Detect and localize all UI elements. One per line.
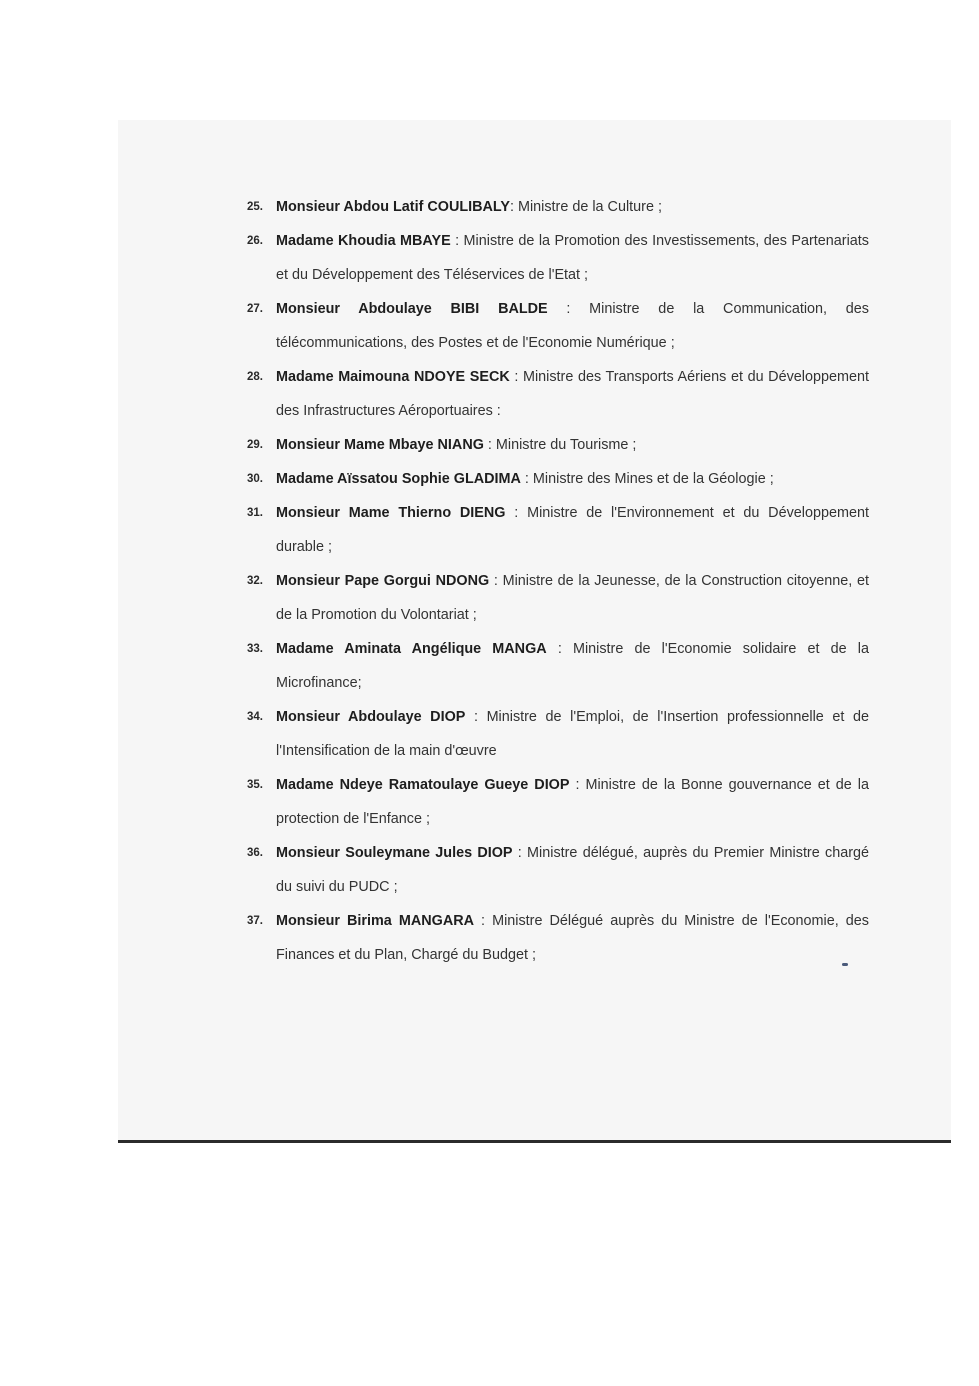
item-number: 25. — [247, 201, 263, 213]
ministry-title: : Ministre de la Communication, des télécommunications, des Postes et de l'Economie Numérique ; — [276, 301, 869, 351]
ministry-title: : Ministre Délégué auprès du Ministre de l'Economie, des Finances et du Plan, Chargé du Budget ; — [276, 913, 869, 963]
item-number: 37. — [247, 915, 263, 927]
minister-name: Madame Ndeye Ramatoulaye Gueye DIOP — [276, 777, 570, 793]
item-number: 26. — [247, 235, 263, 247]
item-number: 34. — [247, 711, 263, 723]
minister-name: Monsieur Mame Mbaye NIANG — [276, 437, 484, 453]
ministry-title: : Ministre de l'Environnement et du Développement durable ; — [276, 505, 869, 555]
item-number: 27. — [247, 303, 263, 315]
ministry-title: : Ministre des Transports Aériens et du Développement des Infrastructures Aéroportuaires : — [276, 369, 869, 419]
item-number: 33. — [247, 643, 263, 655]
ministry-title: : Ministre de l'Economie solidaire et de la Microfinance; — [276, 641, 870, 691]
ministry-title: : Ministre de la Bonne gouvernance et de la protection de l'Enfance ; — [276, 777, 869, 827]
minister-name: Monsieur Souleymane Jules DIOP — [276, 845, 513, 861]
ministry-title: : Ministre délégué, auprès du Premier Ministre chargé du suivi du PUDC ; — [276, 845, 869, 895]
minister-name: Monsieur Mame Thierno DIENG — [276, 505, 506, 521]
list-item — [247, 904, 869, 972]
list-item — [247, 190, 869, 224]
list-item — [247, 462, 869, 496]
ministry-title: : Ministre de la Jeunesse, de la Construction citoyenne, et de la Promotion du Volontariat ; — [276, 573, 869, 623]
minister-name: Monsieur Abdou Latif COULIBALY — [276, 199, 510, 215]
item-number: 36. — [247, 847, 263, 859]
minister-name: Madame Maimouna NDOYE SECK — [276, 369, 510, 385]
minister-list — [247, 190, 869, 972]
minister-name: Monsieur Abdoulaye DIOP — [276, 709, 466, 725]
minister-name: Madame Aïssatou Sophie GLADIMA — [276, 471, 521, 487]
item-number: 29. — [247, 439, 263, 451]
item-number: 31. — [247, 507, 263, 519]
list-item — [247, 564, 869, 632]
item-number: 28. — [247, 371, 263, 383]
item-number: 30. — [247, 473, 263, 485]
list-item — [247, 496, 869, 564]
ministry-title: : Ministre de l'Emploi, de l'Insertion professionnelle et de l'Intensification de la main d'œuvre — [276, 709, 870, 759]
ministry-title: : Ministre des Mines et de la Géologie ; — [520, 471, 774, 487]
list-item — [247, 360, 869, 428]
minister-name: Madame Aminata Angélique MANGA — [276, 641, 547, 657]
minister-name: Madame Khoudia MBAYE — [276, 233, 451, 249]
list-item — [247, 700, 869, 768]
minister-name: Monsieur Pape Gorgui NDONG — [276, 573, 490, 589]
list-item — [247, 428, 869, 462]
item-number: 32. — [247, 575, 263, 587]
ministry-title: : Ministre de la Promotion des Investissements, des Partenariats et du Développement des Téléservices de l'Etat ; — [276, 233, 869, 283]
list-item — [247, 768, 869, 836]
list-item — [247, 292, 869, 360]
list-item — [247, 632, 869, 700]
minister-name: Monsieur Birima MANGARA — [276, 913, 474, 929]
list-item — [247, 836, 869, 904]
ministry-title: : Ministre du Tourisme ; — [483, 437, 637, 453]
item-number: 35. — [247, 779, 263, 791]
ministry-title: : Ministre de la Culture ; — [509, 199, 662, 215]
minister-name: Monsieur Abdoulaye BIBI BALDE — [276, 301, 548, 317]
scan-edge-line — [118, 1140, 951, 1143]
list-item — [247, 224, 869, 292]
